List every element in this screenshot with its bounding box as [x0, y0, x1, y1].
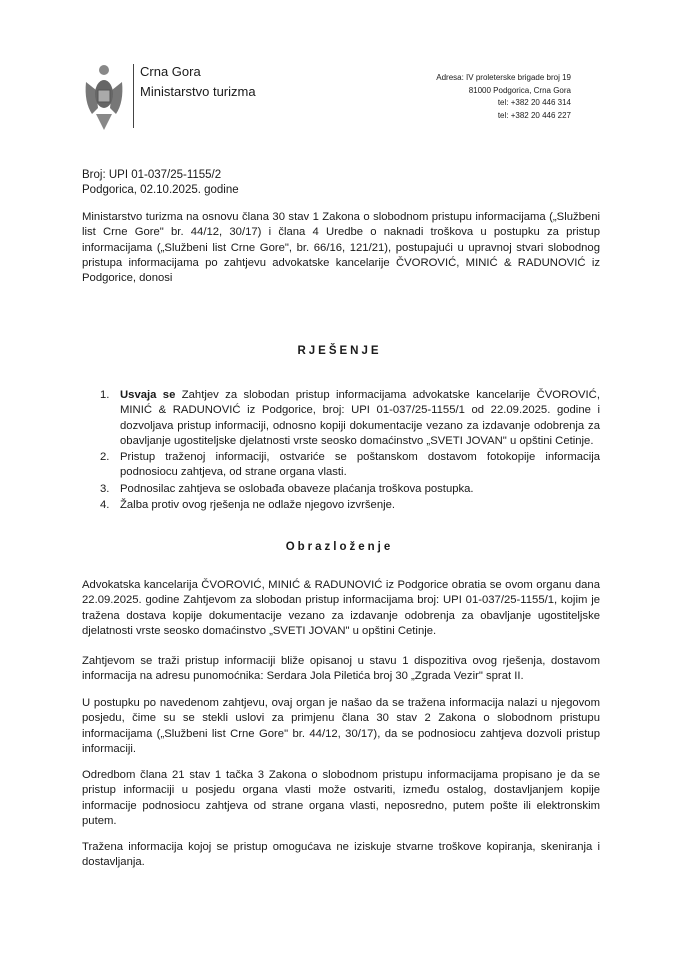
- document-number: Broj: UPI 01-037/25-1155/2: [82, 169, 222, 181]
- ministry-name: Ministarstvo turizma: [140, 84, 256, 99]
- header-divider: [133, 64, 134, 128]
- decision-items: [100, 388, 600, 514]
- reasoning-paragraph: Odredbom člana 21 stav 1 tačka 3 Zakona o slobodnom pristupu informacijama propisano je da se pristup informaciji u posjedu organa vlasti može ostvariti, između ostalog, dostavljanjem kopije informacije podnosiocu zahtjeva od strane organa vlasti, neposredno, putem pošte ili elektronskim putem.: [82, 769, 600, 827]
- document-meta: [82, 168, 239, 198]
- address-line: Adresa: IV proleterske brigade broj 19: [436, 73, 571, 82]
- reasoning-paragraph: U postupku po navedenom zahtjevu, ovaj organ je našao da se tražena informacija nalazi u njegovom posjedu, čime su se stekli uslovi za primjenu člana 30 stav 2 Zakona o slobodnom pristupu informacijama („Službeni list Crne Gore" br. 44/12, 30/17), da se podnosiocu zahtjeva dozvoli pristup informaciji.: [82, 697, 600, 755]
- decision-item: [100, 482, 600, 497]
- item-bold: Usvaja se: [120, 389, 176, 401]
- reasoning-paragraph: Tražena informacija kojoj se pristup omogućava ne iziskuje stvarne troškove kopiranja, skeniranja i dostavljanja.: [82, 841, 600, 869]
- place-date: Podgorica, 02.10.2025. godine: [82, 184, 239, 196]
- item-text: Pristup traženoj informaciji, ostvariće se poštanskom dostavom fotokopije informacija podnosiocu zahtjeva, od strane organa vlasti.: [120, 451, 600, 479]
- reasoning-title: Obrazloženje: [285, 541, 394, 553]
- item-text: Žalba protiv ovog rješenja ne odlaže njegovo izvršenje.: [120, 499, 396, 512]
- decision-item: [100, 450, 600, 481]
- item-number: 2.: [100, 451, 110, 464]
- phone-line: tel: +382 20 446 314: [497, 98, 571, 107]
- address-line: 81000 Podgorica, Crna Gora: [468, 85, 571, 95]
- reasoning-paragraph: Zahtjevom se traži pristup informaciji bliže opisanoj u stavu 1 dispozitiva ovog rješenja, dostavom informacija na adresu punomoćnika: Serdara Jola Piletića broj 30 „Zgrada Vezir" sprat II.: [82, 655, 600, 683]
- decision-item: [100, 498, 600, 513]
- intro-paragraph: Ministarstvo turizma na osnovu člana 30 stav 1 Zakona o slobodnom pristupu informacijama („Službeni list Crne Gore" br. 44/12, 30/17) i člana 4 Uredbe o naknadi troškova u postupku za pristup informacijama („Službeni list Crne Gore", br. 66/16, 121/21), postupajući u upravnoj stvari slobodnog pristupa informacijama po zahtjevu advokatske kancelarije ČVOROVIĆ, MINIĆ & RADUNOVIĆ iz Podgorice, donosi: [82, 211, 600, 285]
- item-text: Podnosilac zahtjeva se oslobađa obaveze plaćanja troškova postupka.: [120, 482, 474, 495]
- coat-of-arms-emblem: [82, 62, 126, 134]
- item-number: 4.: [100, 499, 110, 512]
- phone-line: tel: +382 20 446 227: [497, 110, 571, 120]
- address-block: [436, 72, 571, 122]
- item-number: 1.: [100, 389, 110, 401]
- item-number: 3.: [100, 482, 110, 495]
- reasoning-paragraph: Advokatska kancelarija ČVOROVIĆ, MINIĆ & RADUNOVIĆ iz Podgorice obratia se ovom organu dana 22.09.2025. godine Zahtjevom za slobodan pristup informacijama broj: UPI 01-037/25-1155/1, kojim je tražena dostava kopije dokumentacije vezano za izdavanje odobrenja za obavljanje ugostiteljske djelatnosti vrste seosko domaćinstvo „SVETI JOVAN" u opštini Cetinje.: [82, 579, 600, 637]
- decision-item: [100, 388, 600, 449]
- decision-title: RJEŠENJE: [297, 345, 382, 357]
- item-text: Zahtjev za slobodan pristup informacijama advokatske kancelarije ČVOROVIĆ, MINIĆ & RADUNOVIĆ iz Podgorice, broj: UPI 01-037/25-1155/1 od 22.09.2025. godine i dozvoljava pristup informaciji, odnosno kopiji dokumentacije vezano za izdavanje odobrenja za obavljanje ugostiteljske djelatnosti vrste seosko domaćinstvo „SVETI JOVAN" u opštini Cetinje.: [120, 389, 600, 447]
- country-name: Crna Gora: [140, 64, 201, 79]
